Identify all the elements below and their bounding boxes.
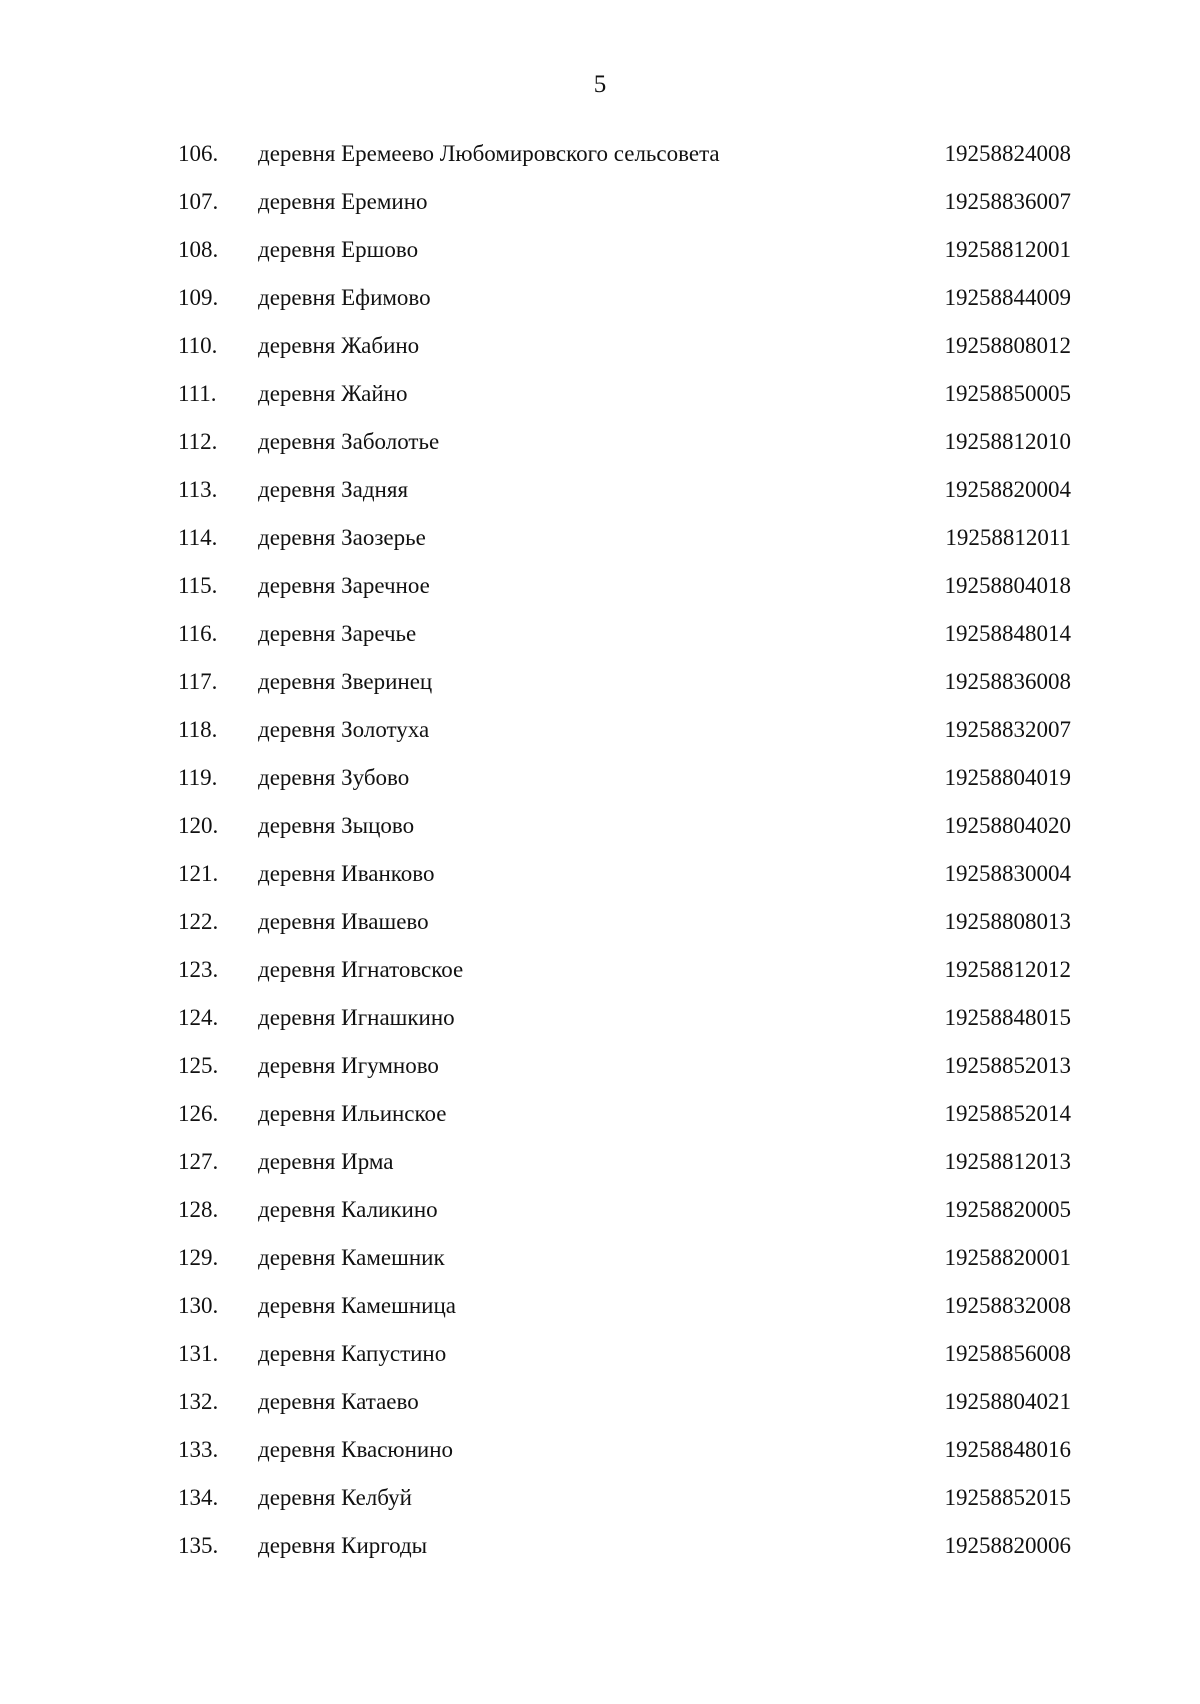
oktmo-code: 19258804021 [944, 1389, 1071, 1414]
list-row [0, 1194, 1200, 1242]
settlement-name: деревня Ильинское [258, 1101, 447, 1126]
list-row [0, 1050, 1200, 1098]
oktmo-code: 19258820004 [944, 477, 1071, 502]
settlement-name: деревня Камешник [258, 1245, 445, 1270]
list-row [0, 570, 1200, 618]
row-number: 112. [178, 429, 218, 454]
settlement-name: деревня Жабино [258, 333, 420, 358]
list-row [0, 330, 1200, 378]
oktmo-code: 19258832007 [944, 717, 1071, 742]
row-number: 133. [178, 1437, 219, 1462]
row-number: 115. [178, 573, 218, 598]
settlement-name: деревня Каликино [258, 1197, 438, 1222]
row-number: 128. [178, 1197, 219, 1222]
row-number: 122. [178, 909, 219, 934]
list-row [0, 1338, 1200, 1386]
page-number: 5 [593, 71, 607, 98]
list-row [0, 954, 1200, 1002]
settlement-name: деревня Заболотье [258, 429, 440, 454]
settlement-name: деревня Задняя [258, 477, 409, 502]
oktmo-code: 19258850005 [944, 381, 1071, 406]
oktmo-code: 19258848015 [944, 1005, 1071, 1030]
settlement-name: деревня Зверинец [258, 669, 433, 694]
settlement-name: деревня Золотуха [258, 717, 430, 742]
oktmo-code: 19258820001 [944, 1245, 1071, 1270]
settlement-name: деревня Ершово [258, 237, 419, 262]
oktmo-code: 19258804020 [944, 813, 1071, 838]
oktmo-code: 19258812011 [945, 525, 1071, 550]
list-row [0, 426, 1200, 474]
settlement-name: деревня Ефимово [258, 285, 431, 310]
oktmo-code: 19258830004 [944, 861, 1071, 886]
list-row [0, 1386, 1200, 1434]
row-number: 113. [178, 477, 218, 502]
oktmo-code: 19258804019 [944, 765, 1071, 790]
settlement-name: деревня Квасюнино [258, 1437, 454, 1462]
row-number: 130. [178, 1293, 219, 1318]
settlement-name: деревня Игнатовское [258, 957, 464, 982]
list-row [0, 858, 1200, 906]
list-row [0, 282, 1200, 330]
list-row [0, 1434, 1200, 1482]
settlement-name: деревня Келбуй [258, 1485, 412, 1510]
list-row [0, 1002, 1200, 1050]
settlement-name: деревня Заречное [258, 573, 430, 598]
oktmo-code: 19258812013 [944, 1149, 1071, 1174]
row-number: 119. [178, 765, 218, 790]
list-row [0, 1098, 1200, 1146]
oktmo-code: 19258820005 [944, 1197, 1071, 1222]
settlement-name: деревня Катаево [258, 1389, 419, 1414]
row-number: 118. [178, 717, 218, 742]
oktmo-code: 19258852014 [944, 1101, 1071, 1126]
row-number: 109. [178, 285, 219, 310]
settlement-name: деревня Игнашкино [258, 1005, 455, 1030]
oktmo-code: 19258848014 [944, 621, 1071, 646]
settlement-name: деревня Еремино [258, 189, 428, 214]
row-number: 116. [178, 621, 218, 646]
settlement-name: деревня Ирма [258, 1149, 394, 1174]
settlement-name: деревня Капустино [258, 1341, 447, 1366]
settlement-list [0, 138, 1200, 1578]
row-number: 121. [178, 861, 219, 886]
list-row [0, 1482, 1200, 1530]
oktmo-code: 19258808012 [944, 333, 1071, 358]
settlement-name: деревня Жайно [258, 381, 408, 406]
settlement-name: деревня Иванково [258, 861, 435, 886]
oktmo-code: 19258836007 [944, 189, 1071, 214]
oktmo-code: 19258852013 [944, 1053, 1071, 1078]
row-number: 110. [178, 333, 218, 358]
list-row [0, 474, 1200, 522]
settlement-name: деревня Киргоды [258, 1533, 428, 1558]
row-number: 135. [178, 1533, 219, 1558]
list-row [0, 810, 1200, 858]
settlement-name: деревня Еремеево Любомировского сельсовета [258, 141, 720, 166]
oktmo-code: 19258812001 [944, 237, 1071, 262]
oktmo-code: 19258844009 [944, 285, 1071, 310]
row-number: 114. [178, 525, 218, 550]
list-row [0, 906, 1200, 954]
list-row [0, 1242, 1200, 1290]
list-row [0, 378, 1200, 426]
row-number: 107. [178, 189, 219, 214]
list-row [0, 186, 1200, 234]
settlement-name: деревня Игумново [258, 1053, 439, 1078]
row-number: 117. [178, 669, 218, 694]
settlement-name: деревня Зубово [258, 765, 410, 790]
row-number: 134. [178, 1485, 219, 1510]
oktmo-code: 19258856008 [944, 1341, 1071, 1366]
list-row [0, 1146, 1200, 1194]
row-number: 125. [178, 1053, 219, 1078]
row-number: 106. [178, 141, 219, 166]
row-number: 127. [178, 1149, 219, 1174]
oktmo-code: 19258824008 [944, 141, 1071, 166]
row-number: 126. [178, 1101, 219, 1126]
oktmo-code: 19258812010 [944, 429, 1071, 454]
list-row [0, 138, 1200, 186]
settlement-name: деревня Ивашево [258, 909, 429, 934]
list-row [0, 762, 1200, 810]
settlement-name: деревня Заозерье [258, 525, 426, 550]
row-number: 131. [178, 1341, 219, 1366]
row-number: 120. [178, 813, 219, 838]
list-row [0, 1530, 1200, 1578]
list-row [0, 618, 1200, 666]
list-row [0, 522, 1200, 570]
oktmo-code: 19258832008 [944, 1293, 1071, 1318]
row-number: 111. [178, 381, 217, 406]
oktmo-code: 19258804018 [944, 573, 1071, 598]
settlement-name: деревня Зыцово [258, 813, 415, 838]
oktmo-code: 19258820006 [944, 1533, 1071, 1558]
oktmo-code: 19258848016 [944, 1437, 1071, 1462]
row-number: 108. [178, 237, 219, 262]
row-number: 132. [178, 1389, 219, 1414]
list-row [0, 714, 1200, 762]
oktmo-code: 19258808013 [944, 909, 1071, 934]
list-row [0, 234, 1200, 282]
list-row [0, 1290, 1200, 1338]
list-row [0, 666, 1200, 714]
row-number: 124. [178, 1005, 219, 1030]
settlement-name: деревня Камешница [258, 1293, 456, 1318]
oktmo-code: 19258836008 [944, 669, 1071, 694]
oktmo-code: 19258812012 [944, 957, 1071, 982]
row-number: 123. [178, 957, 219, 982]
settlement-name: деревня Заречье [258, 621, 417, 646]
row-number: 129. [178, 1245, 219, 1270]
oktmo-code: 19258852015 [944, 1485, 1071, 1510]
